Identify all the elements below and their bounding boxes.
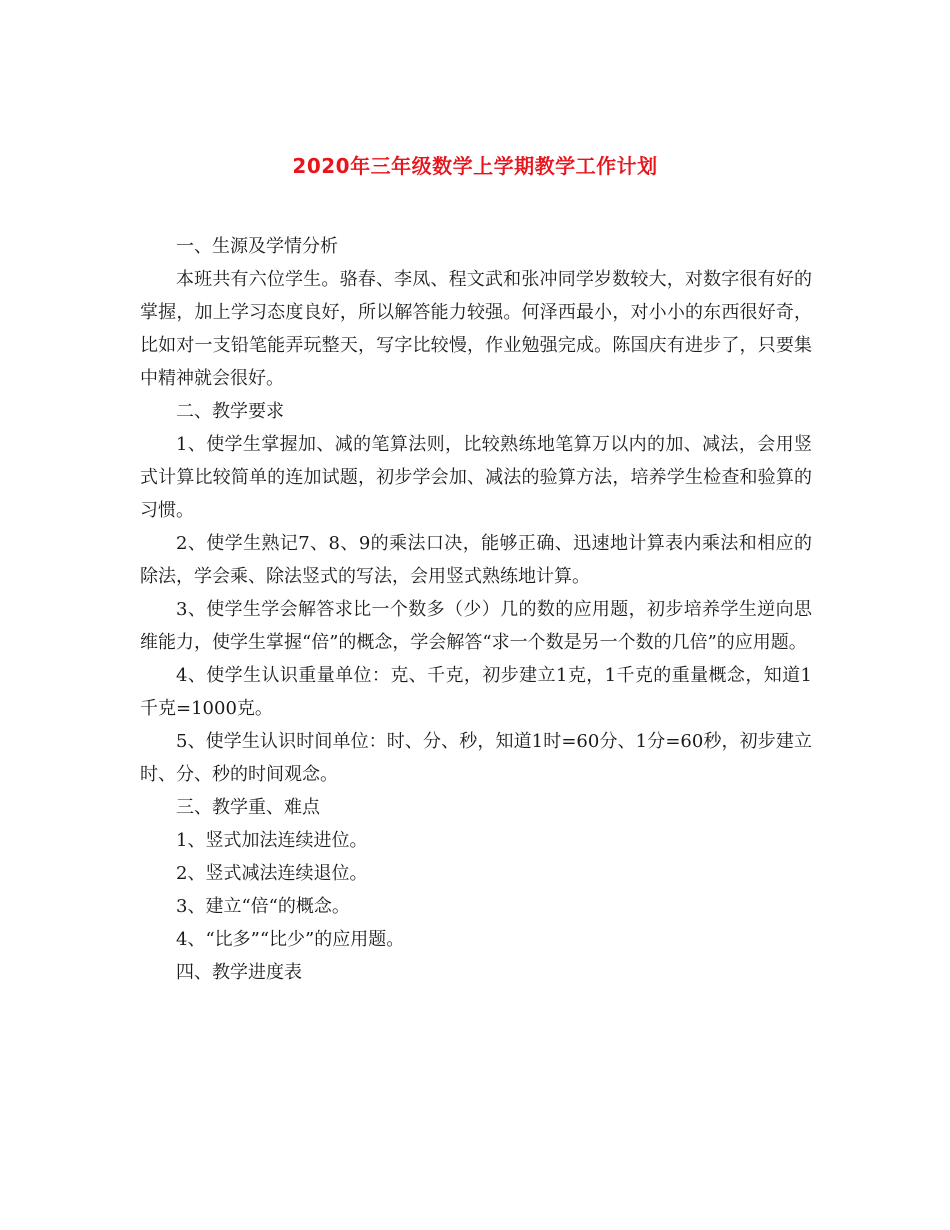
paragraph-student-analysis: 本班共有六位学生。骆春、李凤、程文武和张冲同学岁数较大，对数字很有好的掌握，加上学习态度良好，所以解答能力较强。何泽西最小，对小小的东西很好奇，比如对一支铅笔能弄玩整天，写字比较慢，作业勉强完成。陈国庆有进步了，只要集中精神就会很好。 [140,269,812,389]
section-heading-4: 四、教学进度表 [176,962,302,983]
document-body [140,230,812,989]
requirement-5: 5、使学生认识时间单位：时、分、秒，知道1时=60分、1分=60秒，初步建立时、分、秒的时间观念。 [140,731,812,785]
requirement-4: 4、使学生认识重量单位：克、千克，初步建立1克，1千克的重量概念，知道1千克=1000克。 [140,665,812,719]
requirement-2: 2、使学生熟记7、8、9的乘法口决，能够正确、迅速地计算表内乘法和相应的除法，学会乘、除法竖式的写法，会用竖式熟练地计算。 [140,533,812,587]
section-heading-1: 一、生源及学情分析 [176,236,338,257]
requirement-3: 3、使学生学会解答求比一个数多（少）几的数的应用题，初步培养学生逆向思维能力，使学生掌握“倍”的概念，学会解答“求一个数是另一个数的几倍”的应用题。 [140,599,812,653]
key-point-2: 2、竖式减法连续退位。 [176,863,368,884]
key-point-3: 3、建立“倍“的概念。 [176,896,350,917]
document-title: 2020年三年级数学上学期教学工作计划 [292,154,658,178]
section-heading-3: 三、教学重、难点 [176,797,320,818]
key-point-4: 4、“比多”“比少”的应用题。 [176,929,405,950]
section-heading-2: 二、教学要求 [176,401,284,422]
requirement-1: 1、使学生掌握加、减的笔算法则，比较熟练地笔算万以内的加、减法，会用竖式计算比较简单的连加试题，初步学会加、减法的验算方法，培养学生检查和验算的习惯。 [140,434,812,521]
key-point-1: 1、竖式加法连续进位。 [176,830,368,851]
